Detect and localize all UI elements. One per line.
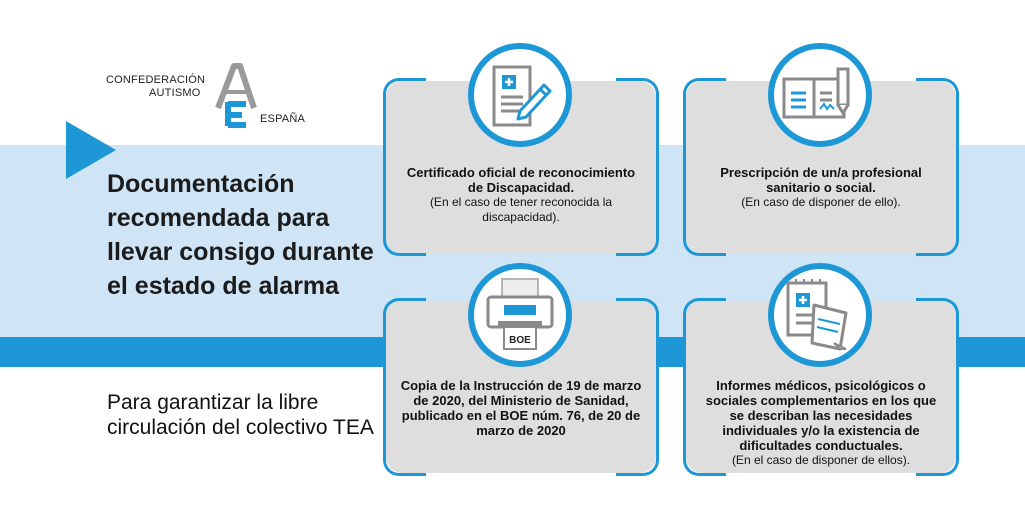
card-title: Informes médicos, psicológicos o sociales complementarios en los que se describan las necesidades individuales y/o la existencia de dificultades conductuales. (705, 378, 937, 453)
card-title: Certificado oficial de reconocimiento de Discapacidad. (406, 165, 636, 195)
logo-line-1: CONFEDERACIÓN (106, 74, 206, 86)
certificate-pen-icon (468, 43, 572, 147)
logo-line-2: AUTISMO (149, 87, 201, 99)
page-title: Documentación recomendada para llevar consigo durante el estado de alarma (107, 170, 374, 300)
prescription-notebook-icon (768, 43, 872, 147)
printer-boe-icon (468, 263, 572, 367)
logo-line-3: ESPAÑA (260, 113, 306, 125)
card-note: (En caso de disponer de ello). (741, 195, 901, 209)
boe-label: BOE (509, 335, 531, 346)
card-title: Copia de la Instrucción de 19 de marzo de 2020, del Ministerio de Sanidad, publicado en el BOE núm. 76, de 20 de marzo de 2020 (400, 378, 642, 438)
page-subtitle: Para garantizar la libre circulación del colectivo TEA (107, 391, 374, 439)
medical-reports-icon (768, 263, 872, 367)
ae-logo-mark-icon (214, 62, 262, 130)
card-title: Prescripción de un/a profesional sanitario o social. (720, 165, 922, 195)
card-note: (En el caso de disponer de ellos). (731, 453, 911, 467)
card-note: (En el caso de tener reconocida la discapacidad). (429, 195, 613, 224)
autismo-espana-logo (106, 62, 316, 132)
